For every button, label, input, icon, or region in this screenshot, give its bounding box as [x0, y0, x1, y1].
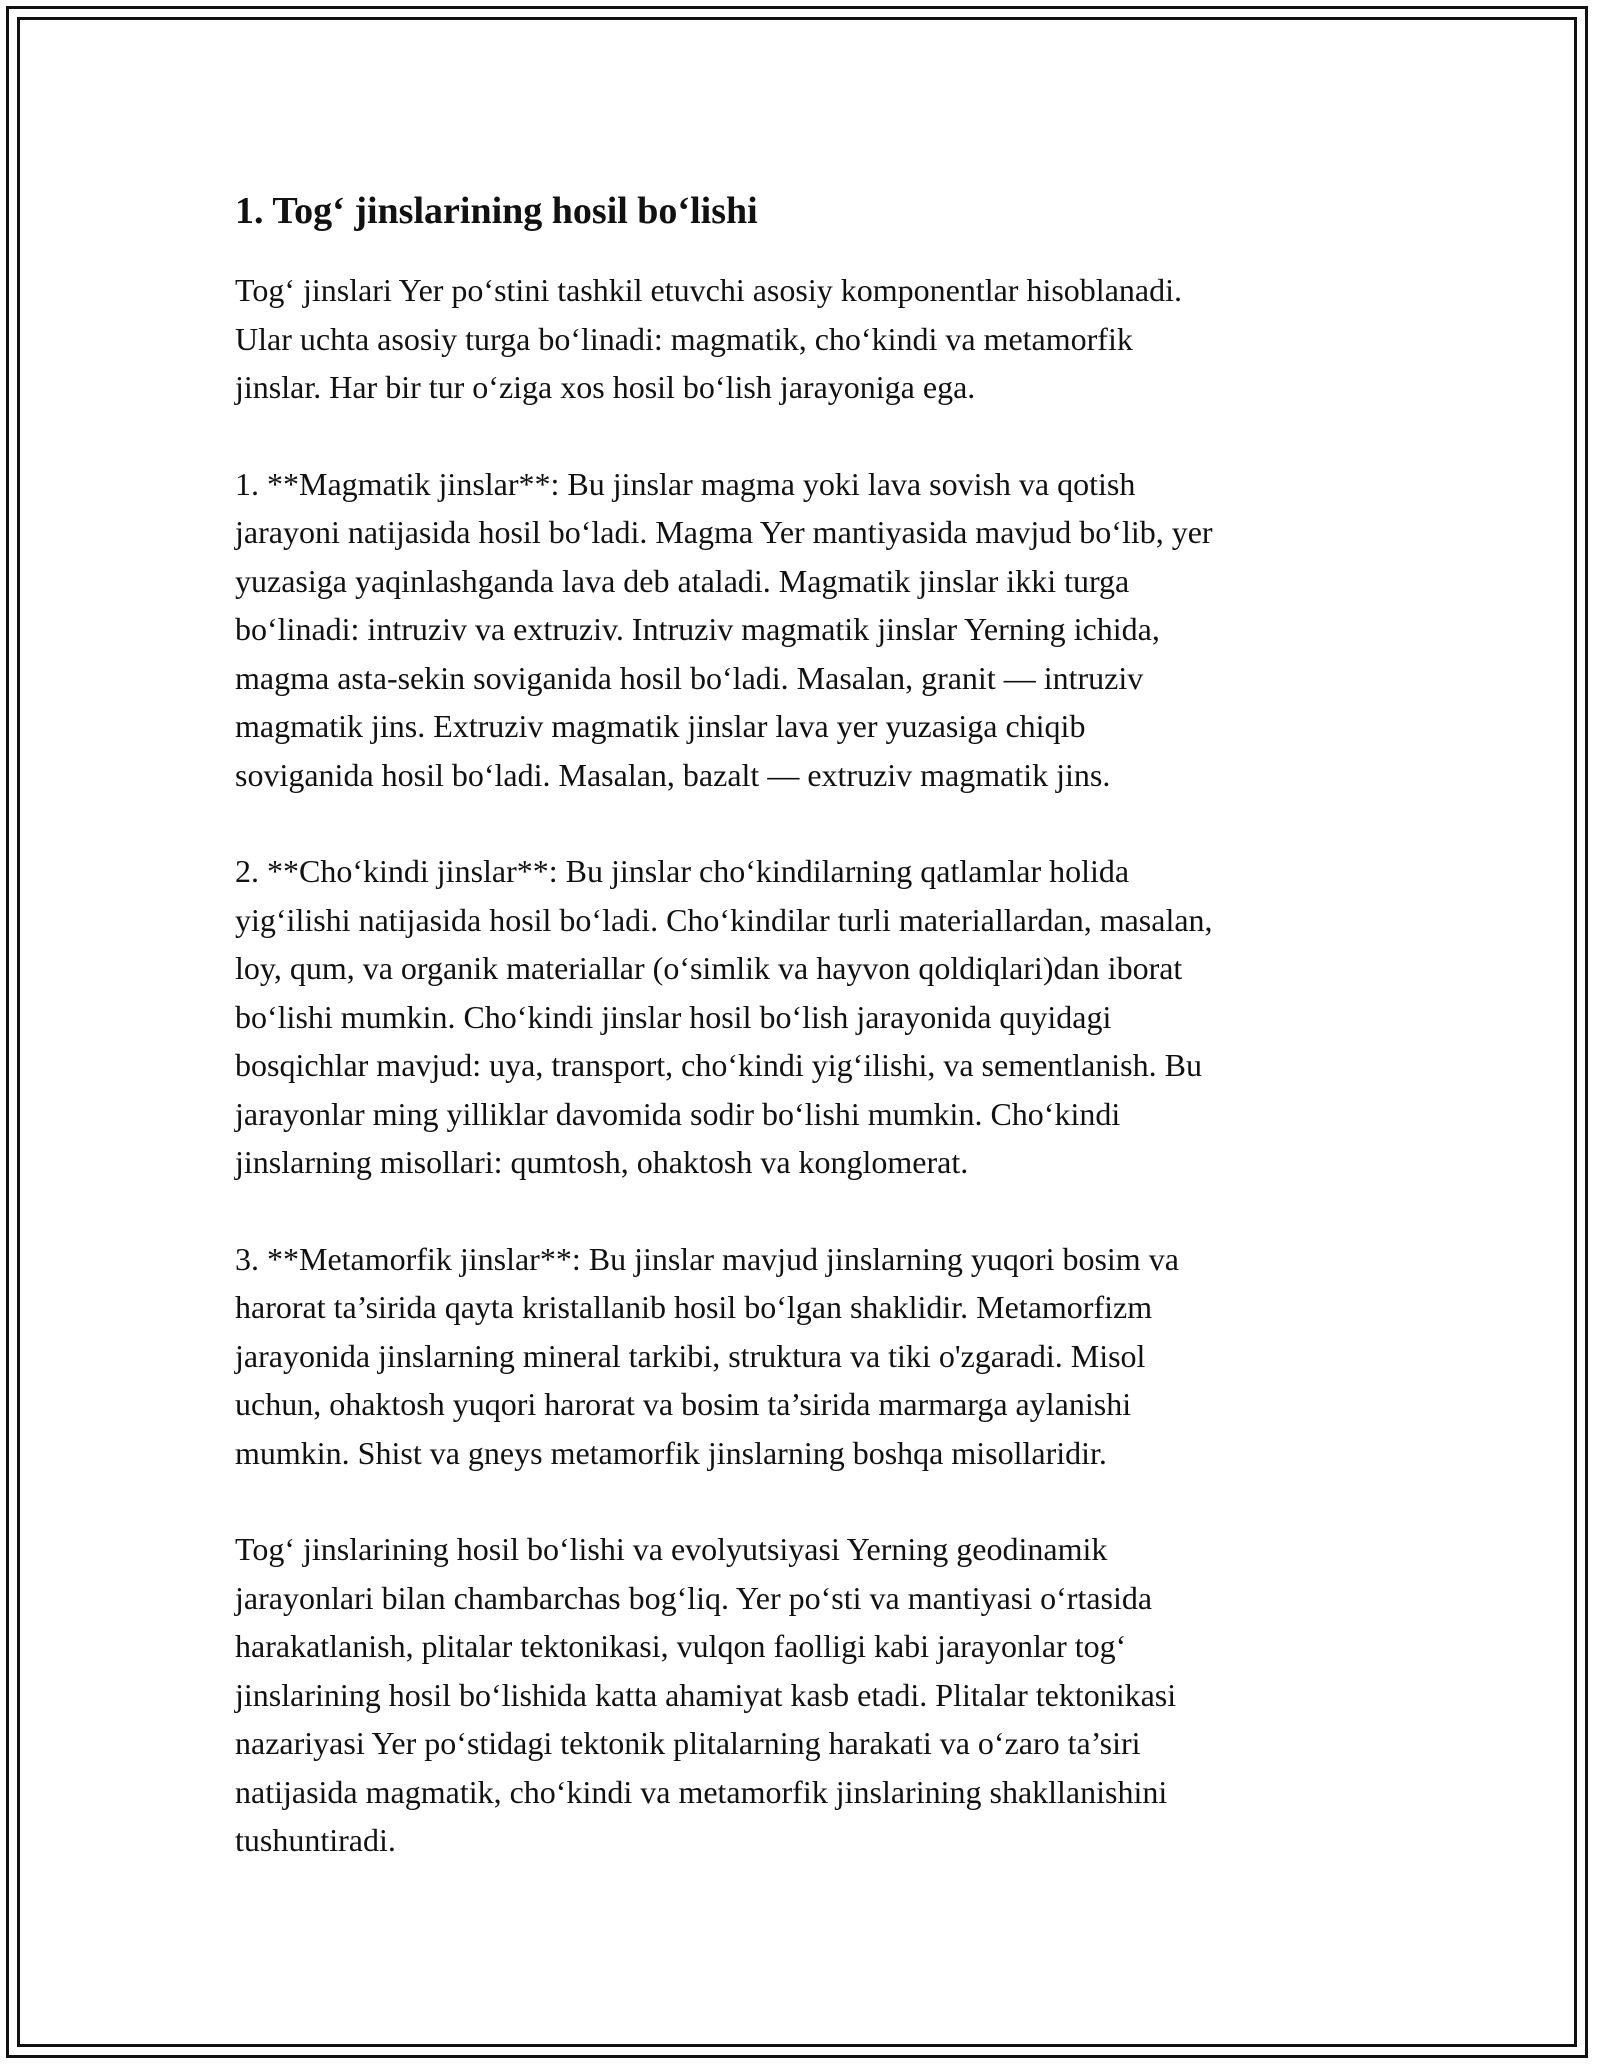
- metamorphic-rocks-paragraph: 3. **Metamorfik jinslar**: Bu jinslar mavjud jinslarning yuqori bosim va harorat ta’sirida qayta kristallanib hosil bo‘lgan shaklidir. Metamorfizm jarayonida jinslarning mineral tarkibi, struktura va tiki o'zgaradi. Misol uchun, ohaktosh yuqori harorat va bosim ta’sirida marmarga aylanishi mumkin. Shist va gneys metamorfik jinslarning boshqa misollaridir.: [235, 1240, 1179, 1471]
- sedimentary-rocks-paragraph: 2. **Cho‘kindi jinslar**: Bu jinslar cho‘kindilarning qatlamlar holida yig‘ilishi natijasida hosil bo‘ladi. Cho‘kindilar turli materiallardan, masalan, loy, qum, va organik materiallar (o‘simlik va hayvon qoldiqlari)dan iborat bo‘lishi mumkin. Cho‘kindi jinslar hosil bo‘lish jarayonida quyidagi bosqichlar mavjud: uya, transport, cho‘kindi yig‘ilishi, va sementlanish. Bu jarayonlar ming yilliklar davomida sodir bo‘lishi mumkin. Cho‘kindi jinslarning misollari: qumtosh, ohaktosh va konglomerat.: [235, 853, 1213, 1180]
- conclusion-paragraph: Tog‘ jinslarining hosil bo‘lishi va evolyutsiyasi Yerning geodinamik jarayonlari bilan chambarchas bog‘liq. Yer po‘sti va mantiyasi o‘rtasida harakatlanish, plitalar tektonikasi, vulqon faolligi kabi jarayonlar tog‘ jinslarining hosil bo‘lishida katta ahamiyat kasb etadi. Plitalar tektonikasi nazariyasi Yer po‘stidagi tektonik plitalarning harakati va o‘zaro ta’siri natijasida magmatik, cho‘kindi va metamorfik jinslarining shakllanishini tushuntiradi.: [235, 1531, 1177, 1858]
- magmatic-rocks-paragraph: 1. **Magmatik jinslar**: Bu jinslar magma yoki lava sovish va qotish jarayoni natijasida hosil bo‘ladi. Magma Yer mantiyasida mavjud bo‘lib, yer yuzasiga yaqinlashganda lava deb ataladi. Magmatik jinslar ikki turga bo‘linadi: intruziv va extruziv. Intruziv magmatik jinslar Yerning ichida, magma asta-sekin soviganida hosil bo‘ladi. Masalan, granit — intruziv magmatik jins. Extruziv magmatik jinslar lava yer yuzasiga chiqib soviganida hosil bo‘ladi. Masalan, bazalt — extruziv magmatik jins.: [235, 465, 1213, 793]
- intro-paragraph: Tog‘ jinslari Yer po‘stini tashkil etuvchi asosiy komponentlar hisoblanadi. Ular uchta asosiy turga bo‘linadi: magmatik, cho‘kindi va metamorfik jinslar. Har bir tur o‘ziga xos hosil bo‘lish jarayoniga ega.: [235, 272, 1182, 405]
- section-title: 1. Tog‘ jinslarining hosil bo‘lishi: [235, 190, 758, 232]
- document-body: [235, 186, 1375, 1913]
